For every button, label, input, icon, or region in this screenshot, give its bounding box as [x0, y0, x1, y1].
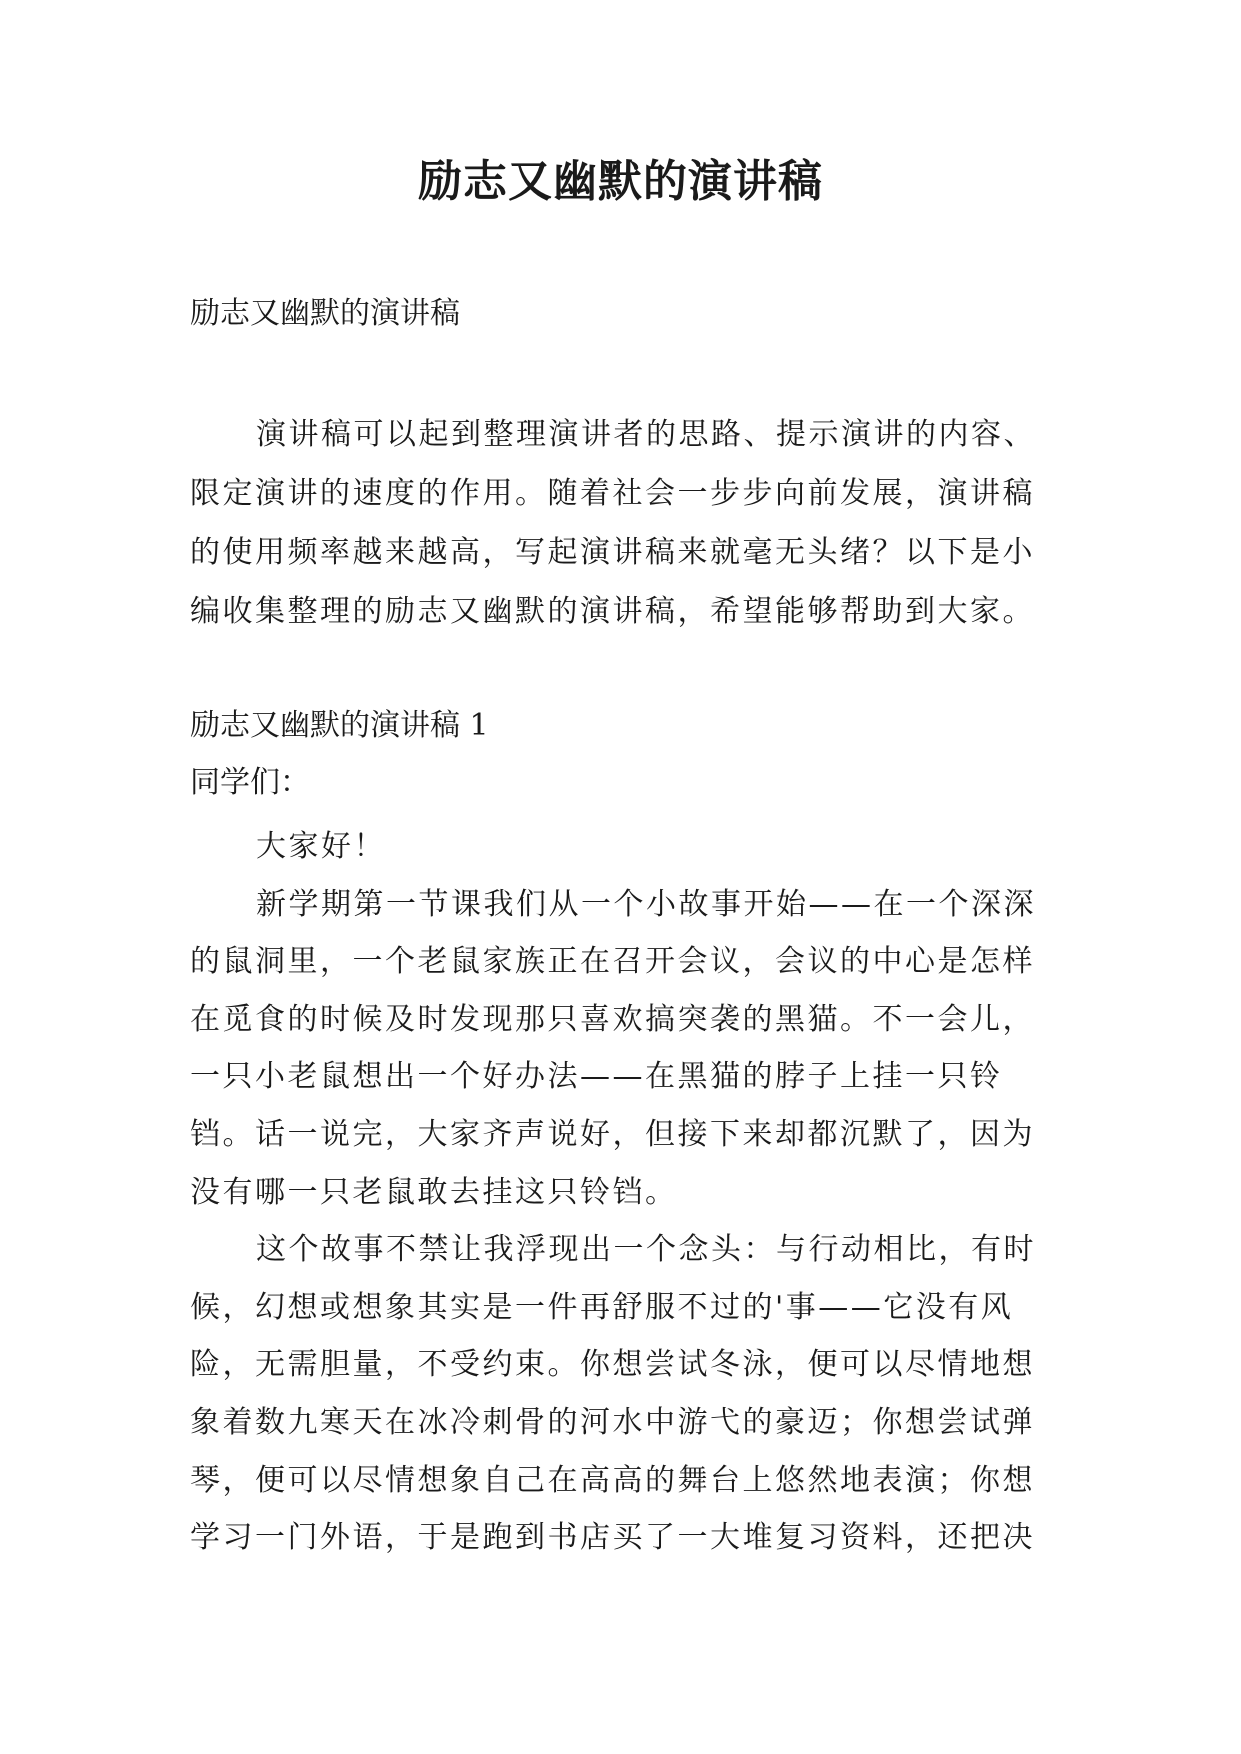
- body-paragraph-greeting: 大家好！: [256, 829, 386, 864]
- section-heading: 励志又幽默的演讲稿 1: [190, 708, 489, 743]
- body-paragraph-reflection: 这个故事不禁让我浮现出一个念头：与行动相比，有时候，幻想或想象其实是一件再舒服不过的'事——它没有风险，无需胆量，不受约束。你想尝试冬泳，便可以尽情地想象着数九寒天在冰冷刺骨的河水中游弋的豪迈；你想尝试弹琴，便可以尽情想象自己在高高的舞台上悠然地表演；你想学习一门外语，于是跑到书店买了一大堆复习资料，还把决: [190, 1232, 1036, 1556]
- salutation: 同学们：: [190, 765, 310, 800]
- document-subtitle: 励志又幽默的演讲稿: [190, 296, 460, 331]
- speech-body: [190, 818, 1056, 1567]
- intro-paragraph: 演讲稿可以起到整理演讲者的思路、提示演讲的内容、限定演讲的速度的作用。随着社会一步步向前发展，演讲稿的使用频率越来越高，写起演讲稿来就毫无头绪？以下是小编收集整理的励志又幽默的演讲稿，希望能够帮助到大家。: [190, 417, 1036, 629]
- body-paragraph-story: 新学期第一节课我们从一个小故事开始——在一个深深的鼠洞里，一个老鼠家族正在召开会议，会议的中心是怎样在觅食的时候及时发现那只喜欢搞突袭的黑猫。不一会儿，一只小老鼠想出一个好办法——在黑猫的脖子上挂一只铃铛。话一说完，大家齐声说好，但接下来却都沉默了，因为没有哪一只老鼠敢去挂这只铃铛。: [190, 886, 1036, 1210]
- document-title: 励志又幽默的演讲稿: [418, 156, 823, 207]
